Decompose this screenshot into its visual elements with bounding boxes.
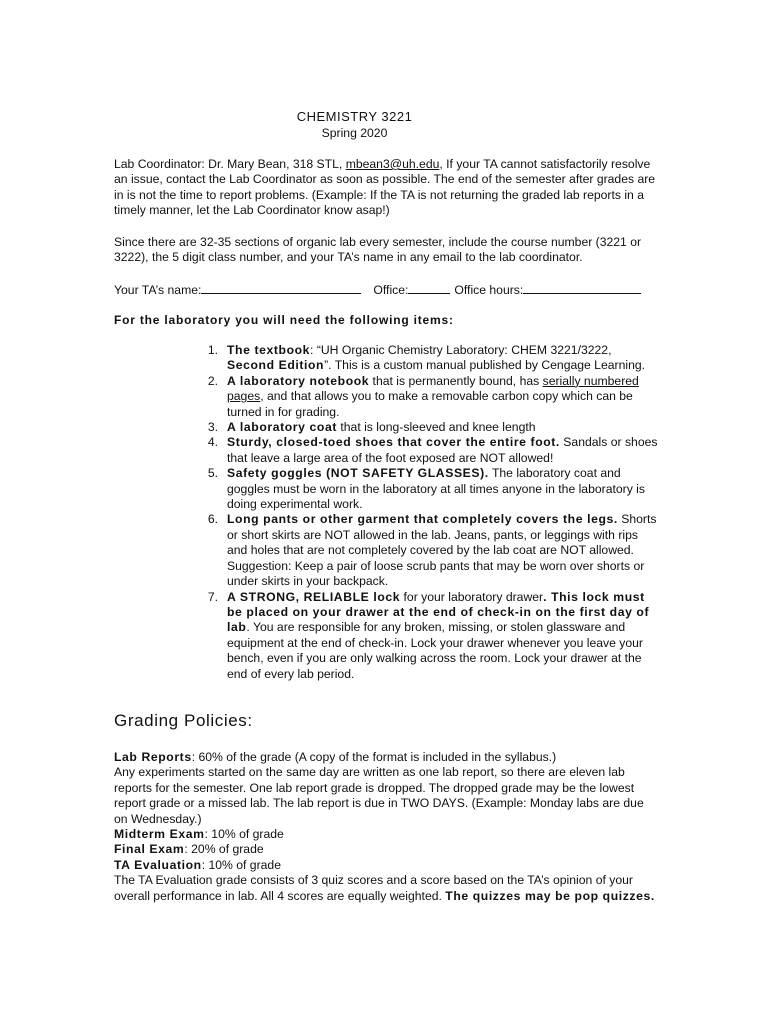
list-item-shoes <box>200 435 660 466</box>
item-title: Long pants or other garment that completely covers the legs. <box>227 512 618 527</box>
list-number: 3. <box>207 420 218 435</box>
ta-eval-detail <box>114 873 659 904</box>
ta-hours-label: Office hours: <box>454 283 524 297</box>
ta-office-blank <box>408 282 450 294</box>
item-text: . You are responsible for any broken, missing, or stolen glassware and equipment at the end of check-in. Lock your drawer whenever you leave your bench, even if you are only walking across the room. Lock your drawer at the end of every lab period. <box>227 620 643 681</box>
item-text: Sandals or shoes that leave a large area of the foot exposed are NOT allowed! <box>227 435 658 465</box>
item-text: that is permanently bound, has <box>369 373 543 388</box>
item-text: Shorts or short skirts are NOT allowed in the lab. Jeans, pants, or leggings with rips and holes that are not completely covered by the lab coat are NOT allowed. Suggestion: Keep a pair of loose scrub pants that may be worn over shorts or under skirts in your backpack. <box>227 512 657 589</box>
ta-info-line <box>114 282 659 298</box>
coordinator-paragraph <box>114 157 659 219</box>
final-weight: : 20% of grade <box>184 842 264 857</box>
ta-eval-label: TA Evaluation <box>114 857 202 872</box>
ta-hours-blank <box>523 282 641 294</box>
coordinator-email-link[interactable]: mbean3@uh.edu <box>345 157 440 171</box>
item-title: The textbook <box>227 343 311 357</box>
list-item-textbook <box>200 343 660 374</box>
item-title: A STRONG, RELIABLE lock <box>227 589 401 604</box>
item-edition: Second Edition <box>227 358 325 373</box>
item-text: that is long-sleeved and knee length <box>336 420 536 435</box>
list-number: 1. <box>207 343 218 357</box>
item-text: The laboratory coat and goggles must be worn in the laboratory at all times anyone in the laboratory is doing experimental work. <box>227 466 645 512</box>
lab-reports-weight: : 60% of the grade (A copy of the format is included in the syllabus.) <box>191 750 557 764</box>
course-title: CHEMISTRY 3221 <box>296 109 413 124</box>
sections-note: Since there are 32-35 sections of organic lab every semester, include the course number (3221 or 3222), the 5 digit class number, and your TA’s name in any email to the lab coordinator. <box>114 235 642 265</box>
midterm-line <box>114 827 659 842</box>
item-text: : “UH Organic Chemistry Laboratory: CHEM 3221/3222, <box>310 343 612 357</box>
item-title: A laboratory notebook <box>227 373 370 388</box>
ta-eval-line <box>114 858 659 873</box>
course-term: Spring 2020 <box>321 126 388 140</box>
quiz-note: The quizzes may be pop quizzes. <box>445 888 655 903</box>
item-title: A laboratory coat <box>227 420 337 435</box>
list-item-pants <box>200 512 660 589</box>
grading-section <box>114 750 659 904</box>
lab-reports-detail: Any experiments started on the same day are written as one lab report, so there are eleven lab reports for the semester. One lab report grade is dropped. The dropped grade may be the lowest report grade or a missed lab. The lab report is due in TWO DAYS. (Example: Monday labs are due on Wednesday.) <box>114 765 644 826</box>
list-number: 7. <box>207 589 218 604</box>
required-items-list <box>200 343 660 682</box>
item-emphasis: . This lock must be placed on your drawer at the end of check-in on the first day of lab <box>227 589 650 635</box>
ta-name-label: Your TA’s name: <box>114 283 202 297</box>
list-item-lab-coat <box>200 420 660 435</box>
list-number: 2. <box>207 373 218 388</box>
list-number: 6. <box>207 512 218 527</box>
items-heading: For the laboratory you will need the following items: <box>114 313 454 327</box>
list-item-notebook <box>200 374 660 420</box>
ta-eval-weight: : 10% of grade <box>201 857 281 872</box>
item-underlined: serially numbered pages <box>227 373 639 404</box>
list-number: 4. <box>207 435 218 450</box>
lab-reports-line <box>114 750 659 765</box>
item-title: Sturdy, closed-toed shoes that cover the entire foot. <box>227 435 560 450</box>
item-text: ”. This is a custom manual published by Cengage Learning. <box>324 358 646 373</box>
midterm-weight: : 10% of grade <box>204 827 284 842</box>
list-item-goggles <box>200 466 660 512</box>
lab-reports-label: Lab Reports <box>114 750 192 764</box>
coordinator-suffix: , If your TA cannot satisfactorily resolve an issue, contact the Lab Coordinator as soon as possible. The end of the semester after grades are in is not the time to report problems. (Example: If the TA is not returning the graded lab reports in a timely manner, let the Lab Coordinator know asap!) <box>114 157 656 218</box>
item-text: for your laboratory drawer <box>400 589 544 604</box>
list-item-lock <box>200 590 660 682</box>
item-title: Safety goggles (NOT SAFETY GLASSES). <box>227 466 489 481</box>
grading-heading: Grading Policies: <box>114 711 253 730</box>
ta-office-label: Office: <box>373 283 409 297</box>
final-label: Final Exam <box>114 842 185 857</box>
list-number: 5. <box>207 466 218 481</box>
ta-eval-detail-text: The TA Evaluation grade consists of 3 quiz scores and a score based on the TA’s opinion of your overall performance in lab. All 4 scores are equally weighted. <box>114 873 633 903</box>
item-text: , and that allows you to make a removable carbon copy which can be turned in for grading. <box>227 389 633 419</box>
ta-name-blank <box>201 282 361 294</box>
final-line <box>114 842 659 857</box>
midterm-label: Midterm Exam <box>114 827 205 842</box>
coordinator-prefix: Lab Coordinator: Dr. Mary Bean, 318 STL, <box>114 157 346 171</box>
